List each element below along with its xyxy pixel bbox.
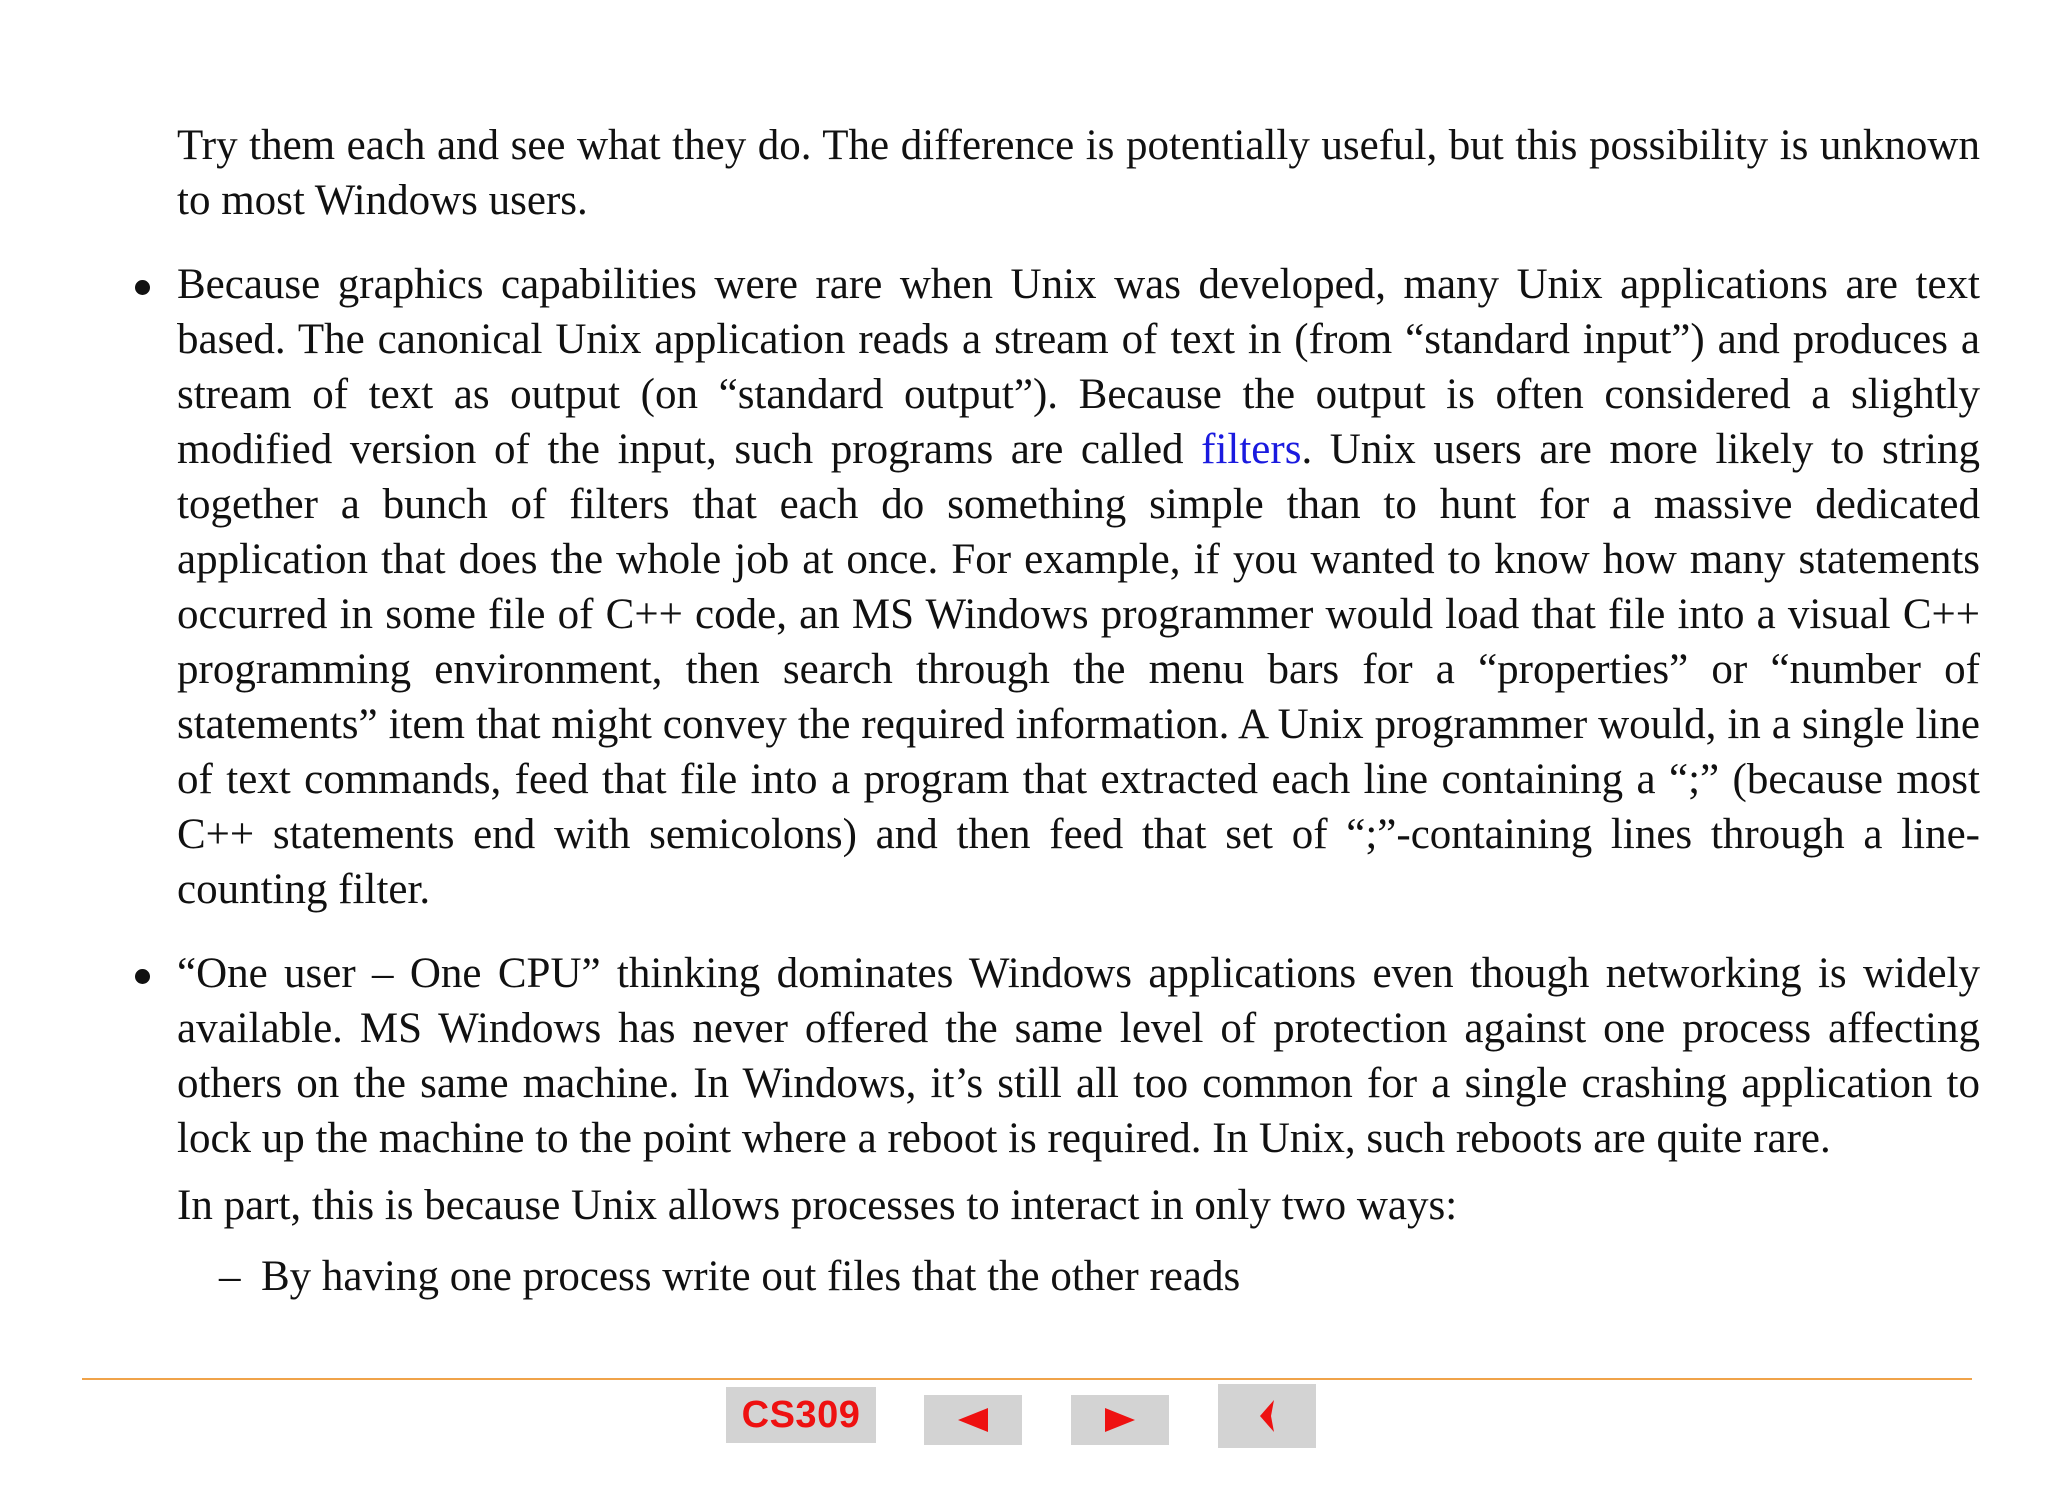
intro-continuation-paragraph: Try them each and see what they do. The difference is potentially useful, but this possibility is unknown to most Windows users. (177, 122, 1980, 224)
bullet-text-after-link: . Unix users are more likely to string together a bunch of filters that each do something simple than to hunt for a massive dedicated application that does the whole job at once. For example, if you wanted to know how many statements occurred in some file of C++ code, an MS Windows programmer would load that file into a visual C++ programming environment, then search through the menu bars for a “properties” or “number of statements” item that might convey the required information. A Unix programmer would, in a single line of text commands, feed that file into a program that extracted each line containing a “;” (because most C++ statements end with semicolons) and then feed that set of “;”-containing lines through a line-counting filter. (177, 426, 1980, 913)
bullet-text-before-link: Because graphics capabilities were rare when Unix was developed, many Unix applications are text based. The canonical Unix application reads a stream of text in (from “standard input”) and produces a stream of text as output (on “standard output”). Because the output is often considered a slightly modified version of the input, such programs are called (177, 261, 1980, 473)
back-arrow-icon (1256, 1396, 1278, 1436)
bullet-text-filters (177, 257, 1980, 917)
slide-content (177, 118, 1980, 1304)
sub-list-item-text: By having one process write out files that the other reads (261, 1253, 1241, 1300)
footer-divider (82, 1378, 1972, 1380)
bullet-dot-icon (135, 280, 150, 295)
bullet-item-one-user (177, 946, 1980, 1304)
filters-link[interactable]: filters (1201, 426, 1302, 473)
sub-list-item (219, 1249, 1980, 1304)
next-page-button[interactable] (1071, 1395, 1169, 1445)
bullet-item-filters (177, 257, 1980, 917)
left-triangle-icon (956, 1407, 990, 1433)
right-triangle-icon (1103, 1407, 1137, 1433)
bullet-followup-text: In part, this is because Unix allows processes to interact in only two ways: (177, 1182, 1458, 1229)
bullet-dot-icon (135, 969, 150, 984)
bullet-text-one-user: “One user – One CPU” thinking dominates Windows applications even though networking is widely available. MS Windows has never offered the same level of protection against one process affecting others on the same machine. In Windows, it’s still all too common for a single crashing application to lock up the machine to the point where a reboot is required. In Unix, such reboots are quite rare. (177, 950, 1980, 1162)
dash-marker: – (219, 1253, 241, 1300)
course-home-button[interactable]: CS309 (726, 1387, 876, 1443)
previous-page-button[interactable] (924, 1395, 1022, 1445)
go-back-button[interactable] (1218, 1384, 1316, 1448)
